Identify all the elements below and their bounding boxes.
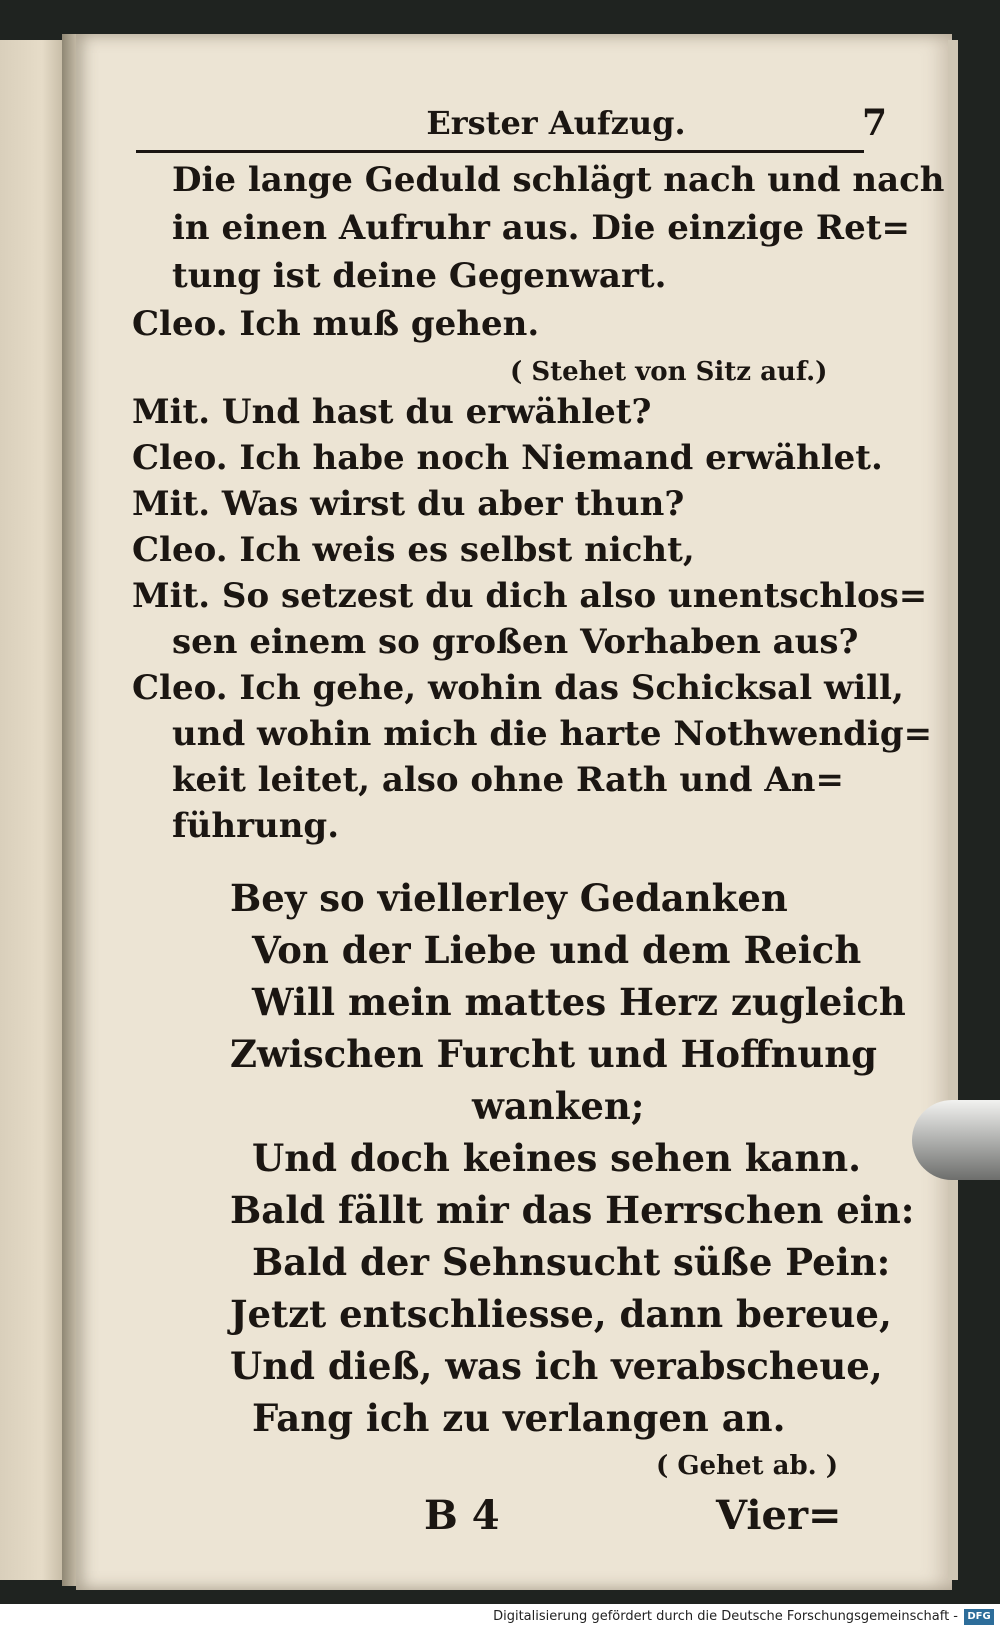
- verse-line: Zwischen Furcht und Hoffnung: [230, 1032, 878, 1076]
- right-page-edge: [948, 40, 958, 1580]
- verse-line: Bald fällt mir das Herrschen ein:: [230, 1188, 915, 1232]
- metal-page-clip: [912, 1100, 1000, 1180]
- verse-line: Bey so viellerley Gedanken: [230, 876, 788, 920]
- body-line: Die lange Geduld schlägt nach und nach: [172, 160, 945, 200]
- stage-direction: ( Stehet von Sitz auf.): [510, 357, 828, 387]
- speech-line: Cleo. Ich gehe, wohin das Schicksal will,: [132, 668, 904, 708]
- speech-line: Mit. So setzest du dich also unentschlos=: [132, 576, 928, 616]
- body-line: in einen Aufruhr aus. Die einzige Ret=: [172, 208, 911, 248]
- verse-line: Will mein mattes Herz zugleich: [252, 980, 906, 1024]
- running-head: Erster Aufzug.: [426, 104, 686, 142]
- left-page-edge: [0, 40, 70, 1580]
- verse-line: wanken;: [472, 1084, 645, 1128]
- verse-line: Jetzt entschliesse, dann bereue,: [230, 1292, 892, 1336]
- digitization-footer: [0, 1604, 1000, 1630]
- verse-line: Fang ich zu verlangen an.: [252, 1396, 786, 1440]
- verse-line: Und dieß, was ich verabscheue,: [230, 1344, 883, 1388]
- speech-line: keit leitet, also ohne Rath und An=: [172, 760, 844, 800]
- body-line: tung ist deine Gegenwart.: [172, 256, 667, 296]
- page-number: 7: [862, 102, 888, 144]
- speech-line: Cleo. Ich muß gehen.: [132, 304, 540, 344]
- verse-line: Bald der Sehnsucht süße Pein:: [252, 1240, 891, 1284]
- speech-line: Cleo. Ich habe noch Niemand erwählet.: [132, 438, 883, 478]
- speech-line: Mit. Und hast du erwählet?: [132, 392, 652, 432]
- speech-line: und wohin mich die harte Nothwendig=: [172, 714, 933, 754]
- right-page: [76, 34, 952, 1590]
- speech-line: führung.: [172, 806, 340, 846]
- verse-line: Von der Liebe und dem Reich: [252, 928, 862, 972]
- speech-line: Mit. Was wirst du aber thun?: [132, 484, 685, 524]
- page-text: [76, 34, 952, 1590]
- speech-line: sen einem so großen Vorhaben aus?: [172, 622, 859, 662]
- stage-direction: ( Gehet ab. ): [656, 1451, 839, 1481]
- funding-note: Digitalisierung gefördert durch die Deutsche Forschungsgemeinschaft -: [493, 1609, 958, 1624]
- header-rule: [136, 150, 864, 153]
- dfg-logo: DFG: [964, 1609, 994, 1625]
- speech-line: Cleo. Ich weis es selbst nicht,: [132, 530, 695, 570]
- catchword: Vier=: [716, 1492, 842, 1539]
- verse-line: Und doch keines sehen kann.: [252, 1136, 862, 1180]
- signature-mark: B 4: [424, 1492, 500, 1539]
